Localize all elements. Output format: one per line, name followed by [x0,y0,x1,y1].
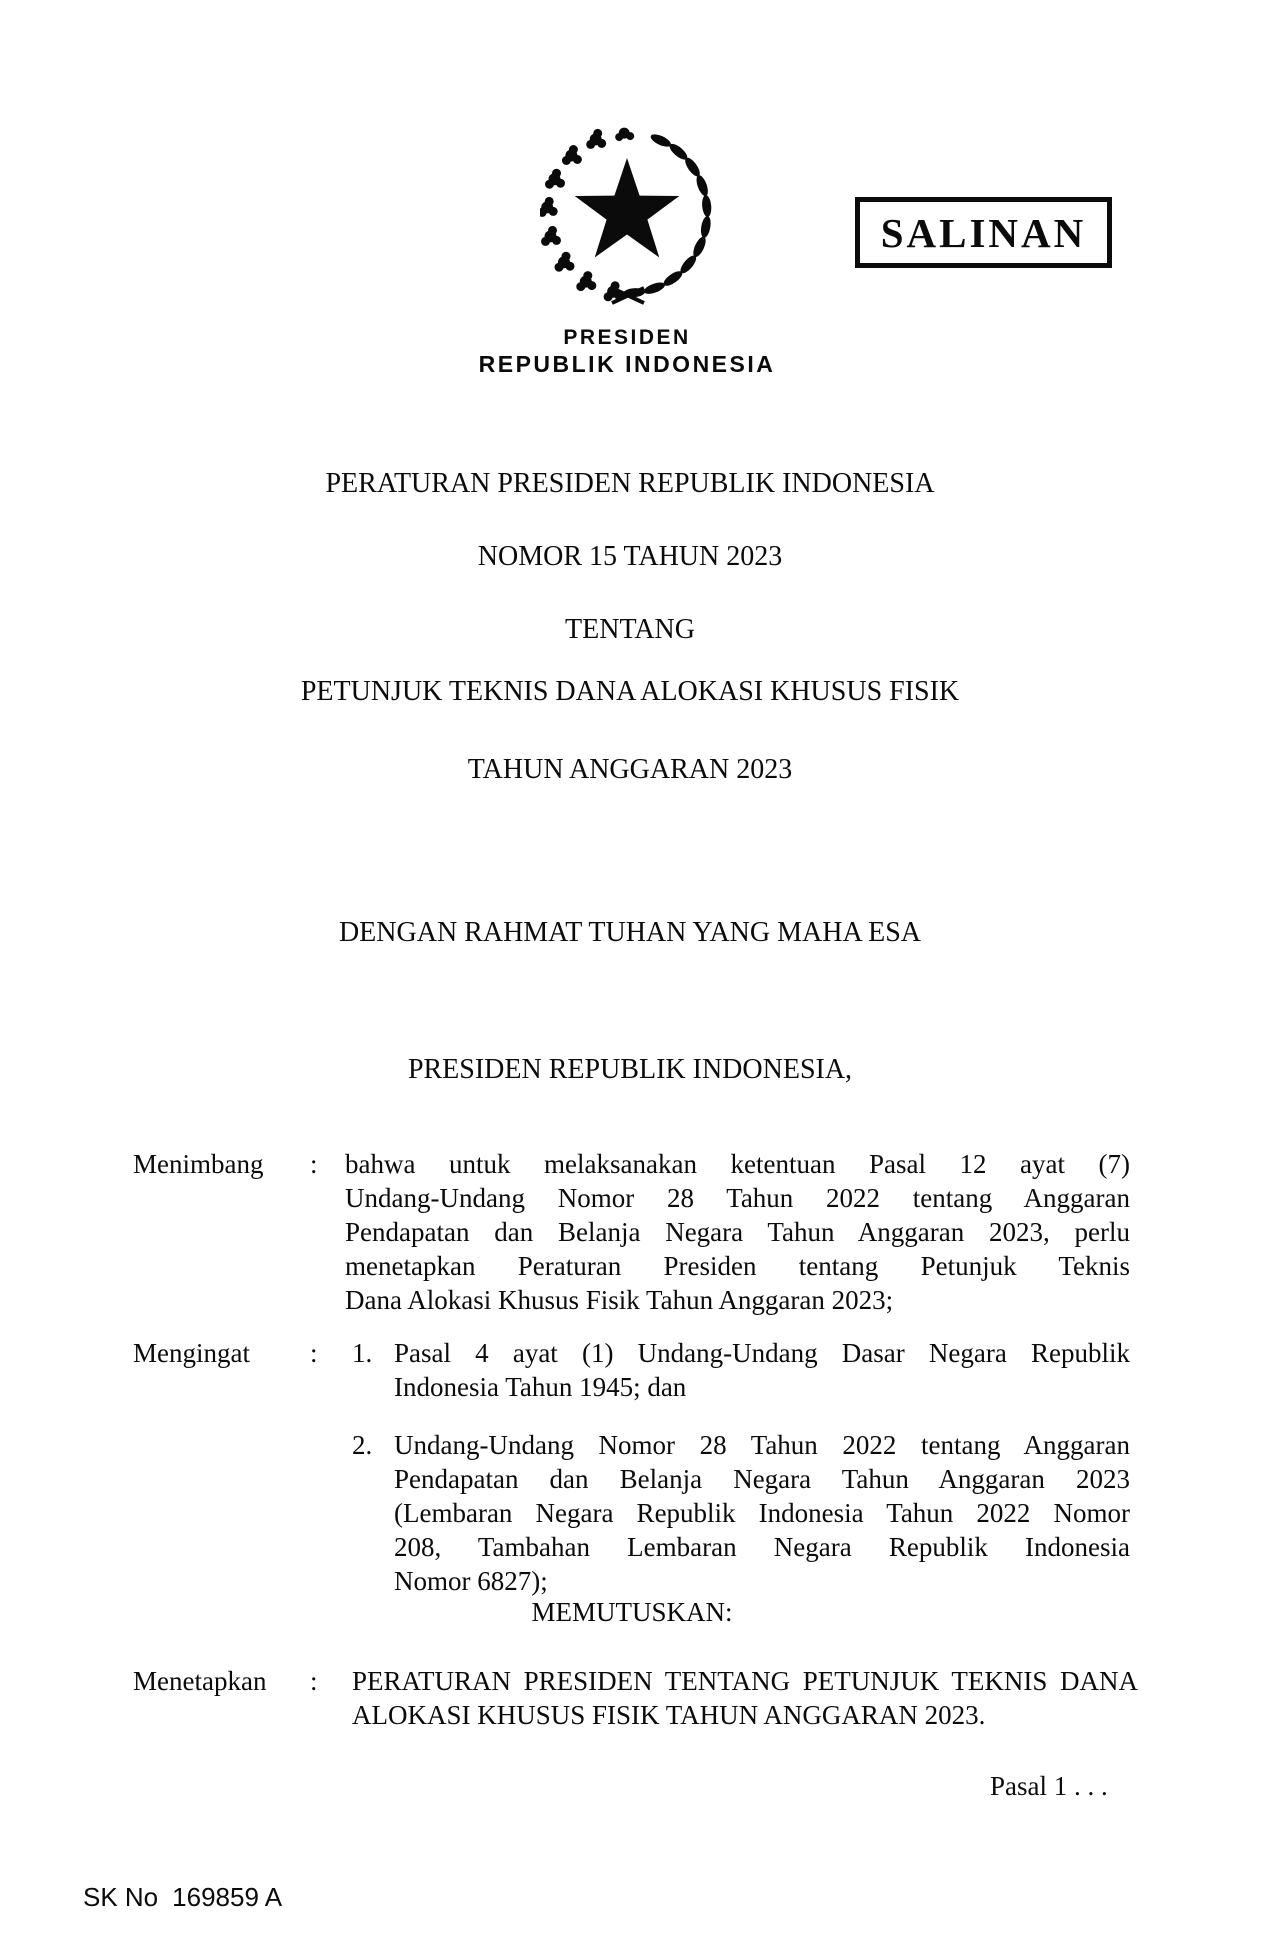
list-item-line: Pendapatan dan Belanja Negara Tahun Anggaran 2023 [394,1464,1130,1494]
title-line-3: TENTANG [565,614,695,645]
continuation-marker: Pasal 1 . . . [990,1771,1108,1801]
presidential-seal-icon [540,122,712,305]
menimbang-colon: : [310,1149,318,1179]
menimbang-paragraph [345,1147,1130,1317]
list-item-line: (Lembaran Negara Republik Indonesia Tahun 2022 Nomor [394,1498,1130,1528]
paragraph-line: Pendapatan dan Belanja Negara Tahun Anggaran 2023, perlu [345,1217,1130,1247]
invocation-line: DENGAN RAHMAT TUHAN YANG MAHA ESA [338,917,922,948]
sk-value: 169859 A [172,1882,283,1912]
title-line-4: PETUNJUK TEKNIS DANA ALOKASI KHUSUS FISIK [300,676,960,707]
sk-prefix: SK No [83,1882,159,1912]
list-item [394,1336,1130,1404]
sk-number [83,1882,282,1913]
title-line-2: NOMOR 15 TAHUN 2023 [477,541,783,572]
menetapkan-paragraph [352,1664,1138,1732]
list-item-line: 208, Tambahan Lembaran Negara Republik Indonesia [394,1532,1130,1562]
salinan-stamp [855,197,1112,268]
list-item [394,1428,1130,1598]
paragraph-line: ALOKASI KHUSUS FISIK TAHUN ANGGARAN 2023. [352,1700,986,1730]
paragraph-line: Undang-Undang Nomor 28 Tahun 2022 tentang Anggaran [345,1183,1130,1213]
title-line-1: PERATURAN PRESIDEN REPUBLIK INDONESIA [325,468,935,499]
paragraph-line: PERATURAN PRESIDEN TENTANG PETUNJUK TEKNIS DANA [352,1666,1138,1696]
salinan-label: SALINAN [880,209,1087,256]
letterhead-presiden: PRESIDEN [563,326,691,349]
paragraph-line: Dana Alokasi Khusus Fisik Tahun Anggaran 2023; [345,1285,894,1315]
letterhead-republik: REPUBLIK INDONESIA [478,351,776,377]
menetapkan-label: Menetapkan [133,1666,267,1696]
list-item-line: Pasal 4 ayat (1) Undang-Undang Dasar Negara Republik [394,1338,1130,1368]
menetapkan-colon: : [310,1666,318,1696]
authority-line: PRESIDEN REPUBLIK INDONESIA, [407,1054,853,1085]
title-line-5: TAHUN ANGGARAN 2023 [467,754,793,785]
list-item-line: Undang-Undang Nomor 28 Tahun 2022 tentang Anggaran [394,1430,1130,1460]
list-item-number: 2. [352,1430,373,1460]
mengingat-label: Mengingat [133,1338,250,1368]
list-item-number: 1. [352,1338,373,1368]
memutuskan-heading: MEMUTUSKAN: [531,1597,733,1627]
list-item-line: Nomor 6827); [394,1566,548,1596]
paragraph-line: bahwa untuk melaksanakan ketentuan Pasal 12 ayat (7) [345,1149,1130,1179]
paragraph-line: menetapkan Peraturan Presiden tentang Petunjuk Teknis [345,1251,1130,1281]
list-item-line: Indonesia Tahun 1945; dan [394,1372,687,1402]
menimbang-label: Menimbang [133,1149,264,1179]
mengingat-colon: : [310,1338,318,1368]
